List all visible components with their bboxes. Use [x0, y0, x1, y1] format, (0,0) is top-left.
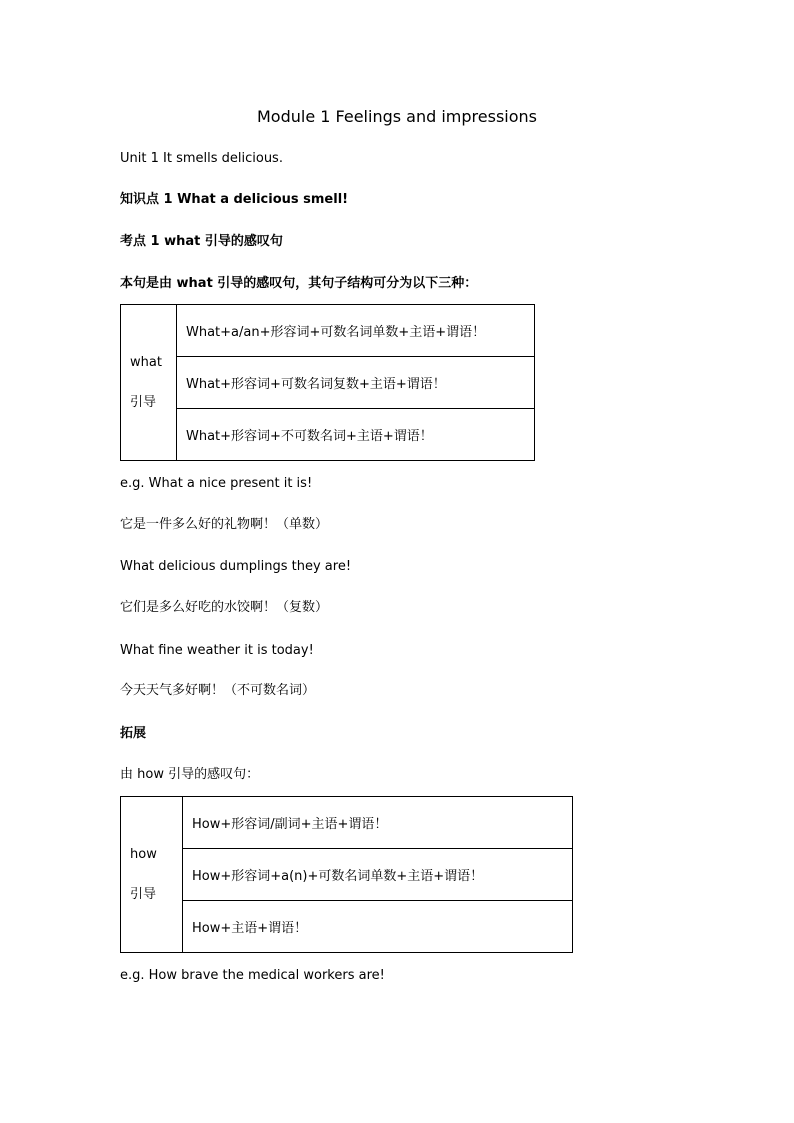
table-row — [121, 849, 573, 901]
how-example: e.g. How brave the medical workers are! — [120, 968, 385, 983]
how-intro-text: 由 how 引导的感叹句： — [120, 767, 260, 782]
page-title: Module 1 Feelings and impressions — [257, 107, 537, 126]
intro-text: 本句是由 what 引导的感叹句，其句子结构可分为以下三种： — [120, 276, 478, 291]
how-pattern-subject: How+主语+谓语！ — [183, 901, 573, 953]
table-row — [121, 797, 573, 849]
table-row — [121, 357, 535, 409]
test-point-heading: 考点 1 what 引导的感叹句 — [120, 234, 283, 249]
table-row — [121, 305, 535, 357]
example-3-translation: 今天天气多好啊！（不可数名词） — [120, 683, 316, 698]
example-2: What delicious dumplings they are! — [120, 559, 352, 574]
example-1-translation: 它是一件多么好的礼物啊！（单数） — [120, 517, 329, 532]
table-row — [121, 901, 573, 953]
what-head-label: 引导 — [130, 394, 157, 410]
example-2-translation: 它们是多么好吃的水饺啊！（复数） — [120, 600, 329, 615]
how-head-label: 引导 — [130, 886, 157, 902]
table-row — [121, 409, 535, 461]
unit-heading: Unit 1 It smells delicious. — [120, 151, 283, 166]
knowledge-point-heading: 知识点 1 What a delicious smell! — [120, 192, 349, 207]
extension-heading: 拓展 — [120, 726, 147, 741]
what-table-head — [121, 305, 177, 461]
what-head-word: what — [130, 354, 162, 370]
example-1: e.g. What a nice present it is! — [120, 476, 313, 491]
how-structure-table — [120, 796, 573, 953]
what-pattern-singular: What+a/an+形容词+可数名词单数+主语+谓语！ — [177, 305, 535, 357]
how-pattern-adj-adv: How+形容词/副词+主语+谓语！ — [183, 797, 573, 849]
what-pattern-plural: What+形容词+可数名词复数+主语+谓语！ — [177, 357, 535, 409]
how-head-word: how — [130, 846, 157, 862]
how-table-head — [121, 797, 183, 953]
what-pattern-uncountable: What+形容词+不可数名词+主语+谓语！ — [177, 409, 535, 461]
example-3: What fine weather it is today! — [120, 643, 314, 658]
how-pattern-adj-noun: How+形容词+a(n)+可数名词单数+主语+谓语！ — [183, 849, 573, 901]
what-structure-table — [120, 304, 535, 461]
